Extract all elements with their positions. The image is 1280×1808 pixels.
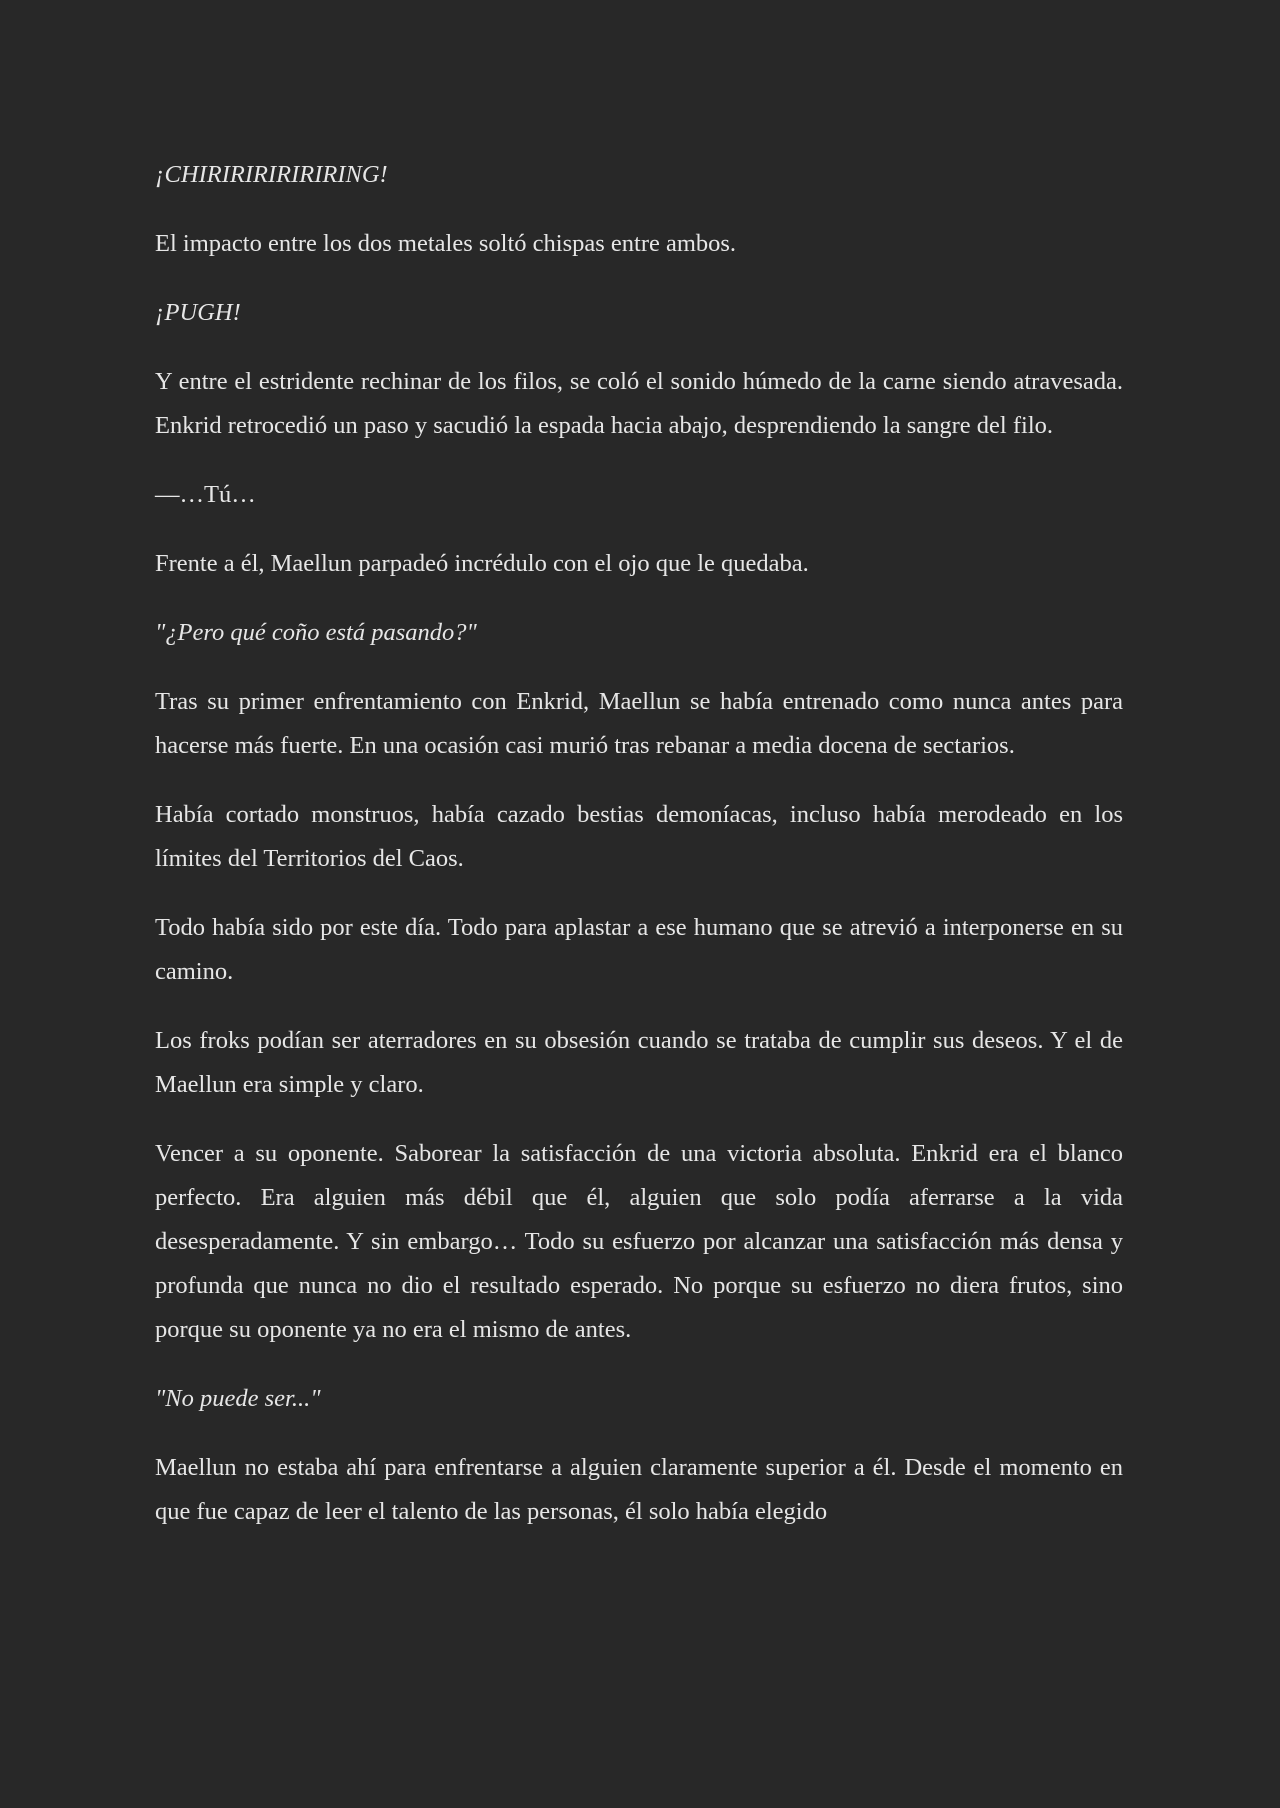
paragraph: Todo había sido por este día. Todo para aplastar a ese humano que se atrevió a interponerse en su camino.: [155, 914, 1123, 985]
paragraph-sound-effect-chiriring: ¡CHIRIRIRIRIRIRING!: [155, 161, 388, 188]
paragraph: Los froks podían ser aterradores en su obsesión cuando se trataba de cumplir sus deseos. Y el de Maellun era simple y claro.: [155, 1027, 1123, 1098]
paragraph: Frente a él, Maellun parpadeó incrédulo con el ojo que le quedaba.: [155, 550, 809, 577]
paragraph-thought: "¿Pero qué coño está pasando?": [155, 619, 477, 646]
paragraph-thought: "No puede ser...": [155, 1385, 321, 1412]
document-page: [155, 153, 1123, 1559]
paragraph-sound-effect-pugh: ¡PUGH!: [155, 299, 241, 326]
paragraph: Tras su primer enfrentamiento con Enkrid, Maellun se había entrenado como nunca antes para hacerse más fuerte. En una ocasión casi murió tras rebanar a media docena de sectarios.: [155, 688, 1123, 759]
paragraph: Vencer a su oponente. Saborear la satisfacción de una victoria absoluta. Enkrid era el blanco perfecto. Era alguien más débil que él, alguien que solo podía aferrarse a la vida desesperadamente. Y sin embargo… Todo su esfuerzo por alcanzar una satisfacción más densa y profunda que nunca no dio el resultado esperado. No porque su esfuerzo no diera frutos, sino porque su oponente ya no era el mismo de antes.: [155, 1140, 1123, 1343]
paragraph: Había cortado monstruos, había cazado bestias demoníacas, incluso había merodeado en los límites del Territorios del Caos.: [155, 801, 1123, 872]
paragraph: El impacto entre los dos metales soltó chispas entre ambos.: [155, 230, 737, 257]
paragraph-dialogue: —…Tú…: [155, 481, 256, 508]
paragraph: Maellun no estaba ahí para enfrentarse a alguien claramente superior a él. Desde el momento en que fue capaz de leer el talento de las personas, él solo había elegido: [155, 1454, 1123, 1525]
paragraph: Y entre el estridente rechinar de los filos, se coló el sonido húmedo de la carne siendo atravesada. Enkrid retrocedió un paso y sacudió la espada hacia abajo, desprendiendo la sangre del filo.: [155, 368, 1123, 439]
